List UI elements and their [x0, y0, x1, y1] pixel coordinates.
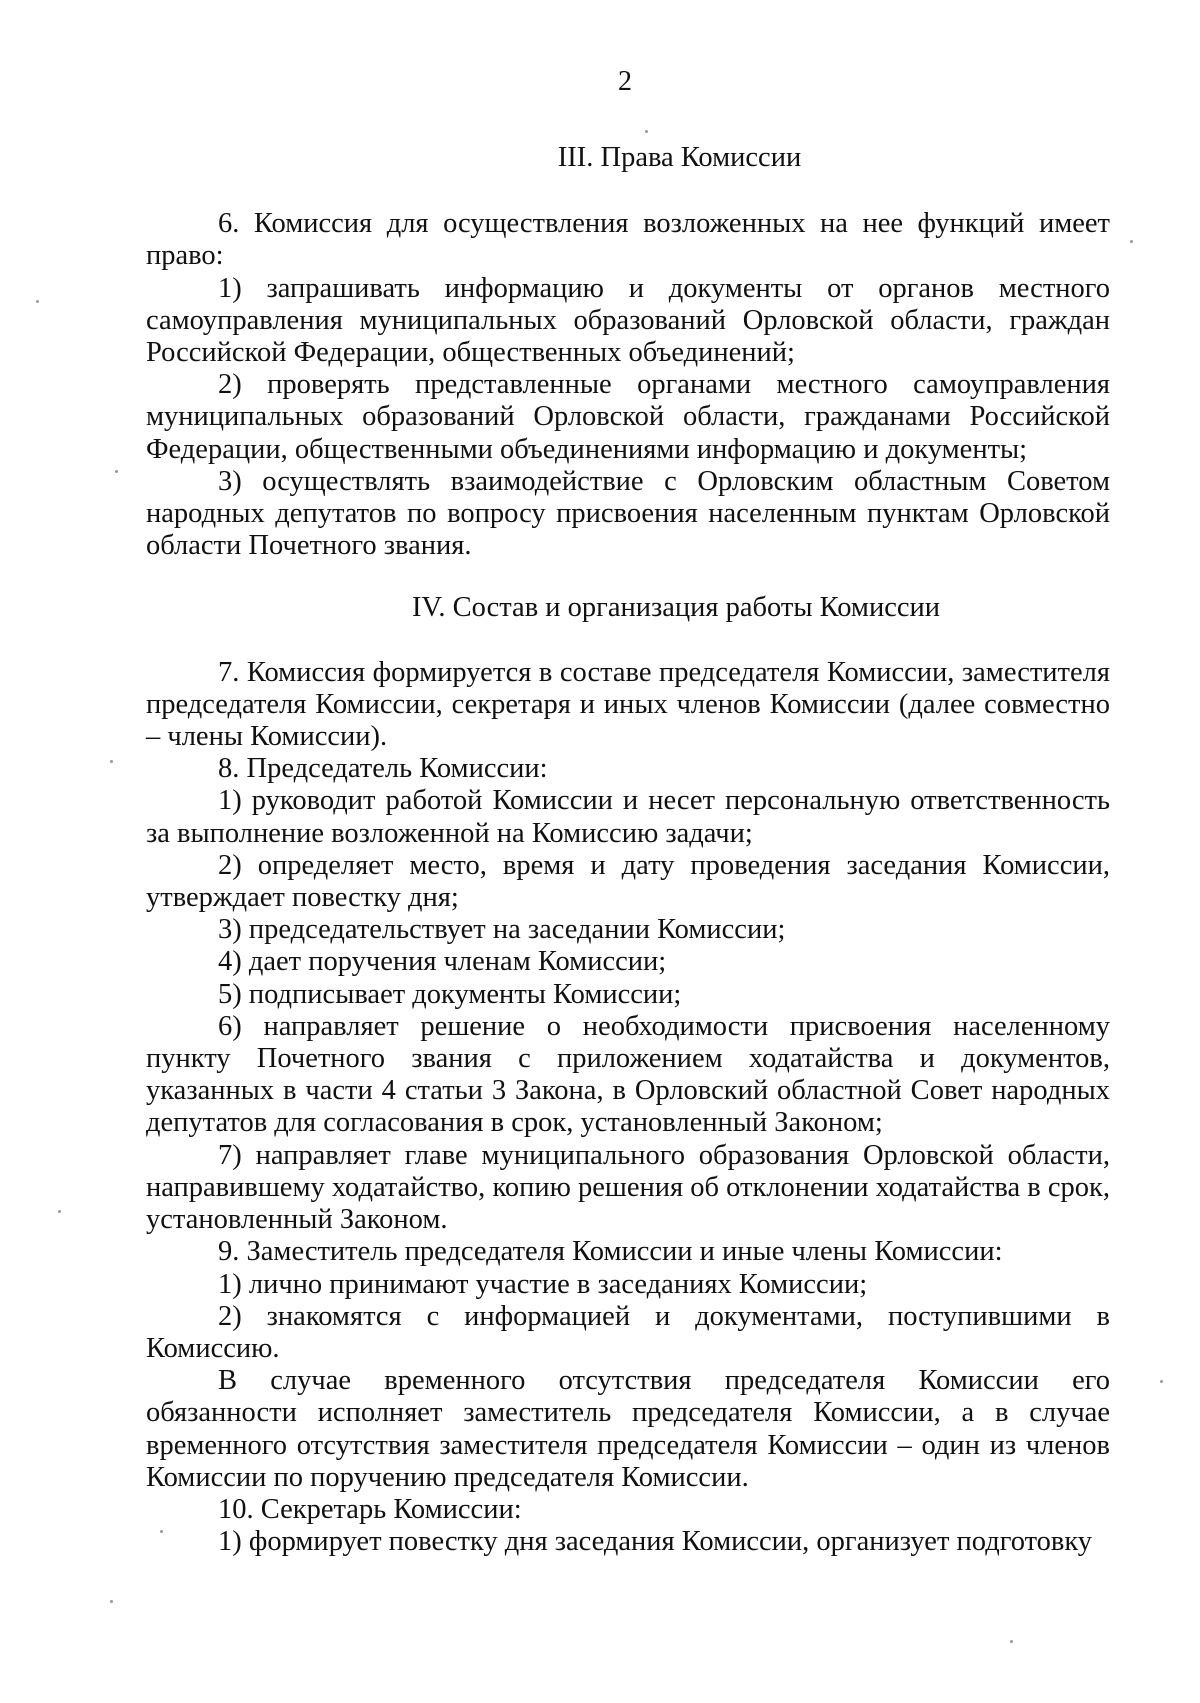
scan-speck	[1160, 1380, 1163, 1383]
paragraph-9-item-2: 2) знакомятся с информацией и документами, поступившими в Комиссию.	[146, 1300, 1110, 1364]
paragraph-6-item-3: 3) осуществлять взаимодействие с Орловским областным Советом народных депутатов по вопросу присвоения населенным пунктам Орловской области Почетного звания.	[146, 465, 1110, 562]
paragraph-9-item-1: 1) лично принимают участие в заседаниях Комиссии;	[218, 1268, 868, 1300]
page-number: 2	[618, 66, 632, 97]
paragraph-8-item-7: 7) направляет главе муниципального образования Орловской области, направившему ходатайство, копию решения об отклонении ходатайства в срок, установленный Законом.	[146, 1139, 1110, 1236]
paragraph-6-item-1: 1) запрашивать информацию и документы от органов местного самоуправления муниципальных образований Орловской области, граждан Российской Федерации, общественных объединений;	[146, 272, 1110, 369]
scan-speck	[58, 1210, 61, 1213]
paragraph-10: 10. Секретарь Комиссии:	[218, 1493, 522, 1525]
section-heading-composition: IV. Состав и организация работы Комиссии	[411, 592, 941, 624]
paragraph-8: 8. Председатель Комиссии:	[218, 753, 548, 785]
scan-speck	[110, 760, 113, 763]
paragraph-6: 6. Комиссия для осуществления возложенных на нее функций имеет право:	[146, 208, 1110, 272]
scan-speck	[645, 130, 648, 133]
paragraph-6-item-2: 2) проверять представленные органами местного самоуправления муниципальных образований Орловской области, гражданами Российской Федерации, общественными объединениями информацию и документы;	[146, 369, 1110, 465]
paragraph-10-item-1: 1) формирует повестку дня заседания Комиссии, организует подготовку	[218, 1526, 1093, 1558]
paragraph-8-item-6: 6) направляет решение о необходимости присвоения населенному пункту Почетного звания с приложением ходатайства и документов, указанных в части 4 статьи 3 Закона, в Орловский областной Совет народных депутатов для согласования в срок, установленный Законом;	[146, 1010, 1110, 1139]
paragraph-7: 7. Комиссия формируется в составе председателя Комиссии, заместителя председателя Комиссии, секретаря и иных членов Комиссии (далее совместно – члены Комиссии).	[146, 656, 1110, 753]
scan-speck	[160, 1530, 163, 1533]
scan-speck	[110, 1600, 113, 1603]
document-body	[146, 142, 1110, 1558]
scan-speck	[1010, 1640, 1013, 1643]
paragraph-9: 9. Заместитель председателя Комиссии и иные члены Комиссии:	[218, 1236, 1003, 1268]
scan-speck	[115, 470, 118, 473]
paragraph-8-item-3: 3) председательствует на заседании Комиссии;	[218, 914, 786, 946]
scan-speck	[1130, 240, 1133, 243]
paragraph-8-item-5: 5) подписывает документы Комиссии;	[218, 978, 682, 1010]
paragraph-8-item-2: 2) определяет место, время и дату проведения заседания Комиссии, утверждает повестку дня;	[146, 849, 1110, 914]
paragraph-8-item-4: 4) дает поручения членам Комиссии;	[218, 946, 667, 978]
section-heading-rights: III. Права Комиссии	[557, 142, 802, 173]
scan-speck	[36, 300, 39, 303]
paragraph-9-substitution: В случае временного отсутствия председателя Комиссии его обязанности исполняет заместитель председателя Комиссии, а в случае временного отсутствия заместителя председателя Комиссии – один из членов Комиссии по поручению председателя Комиссии.	[146, 1365, 1110, 1493]
paragraph-8-item-1: 1) руководит работой Комиссии и несет персональную ответственность за выполнение возложенной на Комиссию задачи;	[146, 785, 1110, 849]
